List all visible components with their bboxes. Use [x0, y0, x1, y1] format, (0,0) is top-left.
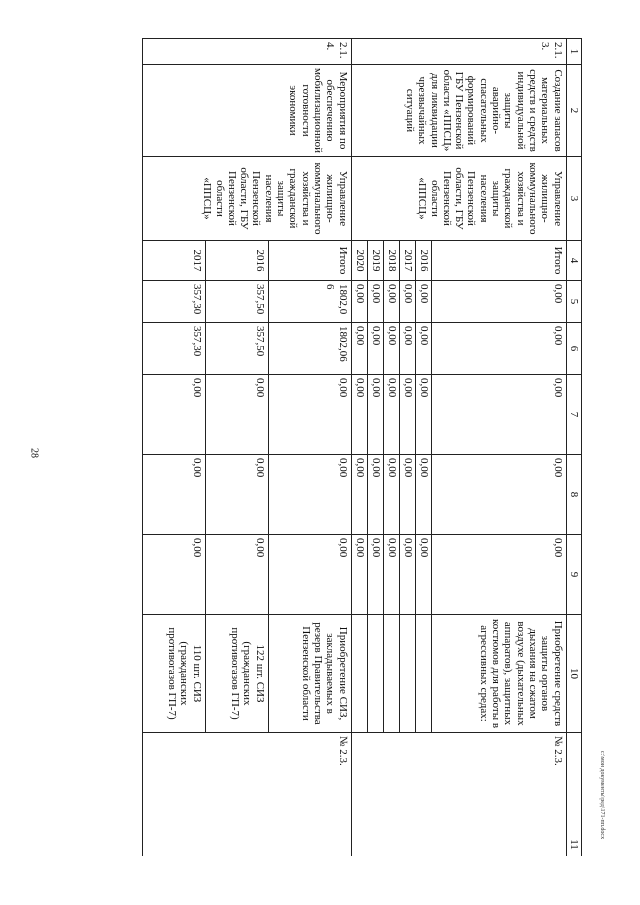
value-cell: 1802,06	[268, 323, 351, 375]
value-cell: 0,00	[399, 323, 415, 375]
table-landscape	[84, 38, 582, 856]
value-cell: 0,00	[351, 375, 367, 455]
value-cell: 0,00	[415, 375, 431, 455]
result-cell	[351, 615, 367, 733]
value-cell: 0,00	[399, 535, 415, 615]
total-label: Итого	[431, 241, 566, 281]
value-cell: 0,00	[268, 535, 351, 615]
header-cell: 5	[566, 281, 581, 323]
header-cell: 9	[566, 535, 581, 615]
total-label: Итого	[268, 241, 351, 281]
value-cell: 0,00	[431, 455, 566, 535]
table-row	[268, 39, 351, 857]
item-name: Мероприятия по обеспечению мобилизационной готовности экономики	[142, 65, 351, 157]
result-cell: 110 шт. СИЗ (гражданских противогазов ГП-7)	[142, 615, 205, 733]
year-cell: 2020	[351, 241, 367, 281]
value-cell: 0,00	[383, 375, 399, 455]
program-table	[142, 38, 582, 856]
header-cell: 4	[566, 241, 581, 281]
value-cell: 1802,06	[268, 281, 351, 323]
value-cell: 0,00	[268, 455, 351, 535]
year-cell: 2018	[383, 241, 399, 281]
header-cell: 10	[566, 615, 581, 733]
value-cell: 357,50	[205, 281, 268, 323]
value-cell: 357,50	[205, 323, 268, 375]
item-result: Приобретение средств защиты органов дыхания на сжатом воздухе (дыхательных аппаратов), защитных костюмов для работы в агрессивных средах:	[431, 615, 566, 733]
value-cell: 0,00	[268, 375, 351, 455]
item-executor: Управление жилищно-коммунального хозяйства и гражданской защиты населения Пензенской области, ГБУ Пензенской области «ППСЦ»	[142, 157, 351, 241]
value-cell: 0,00	[367, 375, 383, 455]
result-cell	[367, 615, 383, 733]
value-cell: 0,00	[351, 281, 367, 323]
value-cell: 0,00	[431, 375, 566, 455]
year-cell: 2017	[142, 241, 205, 281]
item-result: Приобретение СИЗ, закладываемых в резерв Правительства Пензенской области	[268, 615, 351, 733]
value-cell: 0,00	[205, 535, 268, 615]
value-cell: 0,00	[367, 535, 383, 615]
value-cell: 0,00	[205, 375, 268, 455]
value-cell: 0,00	[142, 455, 205, 535]
value-cell: 0,00	[367, 281, 383, 323]
result-cell	[383, 615, 399, 733]
value-cell: 0,00	[205, 455, 268, 535]
item-indicator: № 2.3.	[142, 733, 351, 857]
header-row	[566, 39, 581, 857]
value-cell: 0,00	[399, 455, 415, 535]
value-cell: 357,30	[142, 281, 205, 323]
header-cell: 2	[566, 65, 581, 157]
value-cell: 0,00	[431, 323, 566, 375]
value-cell: 0,00	[351, 323, 367, 375]
value-cell: 0,00	[399, 375, 415, 455]
value-cell: 0,00	[415, 281, 431, 323]
year-cell: 2016	[205, 241, 268, 281]
value-cell: 0,00	[142, 535, 205, 615]
value-cell: 0,00	[383, 535, 399, 615]
year-cell: 2017	[399, 241, 415, 281]
header-cell: 11	[566, 733, 581, 857]
value-cell: 0,00	[399, 281, 415, 323]
value-cell: 0,00	[415, 323, 431, 375]
item-number: 2.1.4.	[142, 39, 351, 65]
value-cell: 0,00	[383, 281, 399, 323]
item-name: Создание запасов материальных средств и средств индивидуальной защиты аварийно-спасательных формирований ГБУ Пензенской области «ППСЦ» для ликвидации чрезвычайных ситуаций	[351, 65, 566, 157]
result-cell: 122 шт. СИЗ (гражданских противогазов ГП-7)	[205, 615, 268, 733]
value-cell: 0,00	[383, 455, 399, 535]
year-cell: 2016	[415, 241, 431, 281]
header-cell: 1	[566, 39, 581, 65]
item-executor: Управление жилищно-коммунального хозяйства и гражданской защиты населения Пензенской области, ГБУ Пензенской области «ППСЦ»	[351, 157, 566, 241]
value-cell: 0,00	[351, 455, 367, 535]
value-cell: 0,00	[367, 455, 383, 535]
value-cell: 357,30	[142, 323, 205, 375]
item-indicator: № 2.3.	[351, 733, 566, 857]
item-number: 2.1.3.	[351, 39, 566, 65]
value-cell: 0,00	[351, 535, 367, 615]
result-cell	[415, 615, 431, 733]
value-cell: 0,00	[431, 281, 566, 323]
value-cell: 0,00	[431, 535, 566, 615]
table-rotated-frame	[84, 38, 582, 856]
value-cell: 0,00	[142, 375, 205, 455]
page-number: 28	[28, 448, 40, 458]
value-cell: 0,00	[367, 323, 383, 375]
header-cell: 7	[566, 375, 581, 455]
footer-file-path: c:\мои документы\ред\171-пп.docx	[599, 750, 605, 840]
header-cell: 6	[566, 323, 581, 375]
table-row	[431, 39, 566, 857]
header-cell: 3	[566, 157, 581, 241]
value-cell: 0,00	[415, 535, 431, 615]
value-cell: 0,00	[383, 323, 399, 375]
header-cell: 8	[566, 455, 581, 535]
value-cell: 0,00	[415, 455, 431, 535]
year-cell: 2019	[367, 241, 383, 281]
result-cell	[399, 615, 415, 733]
